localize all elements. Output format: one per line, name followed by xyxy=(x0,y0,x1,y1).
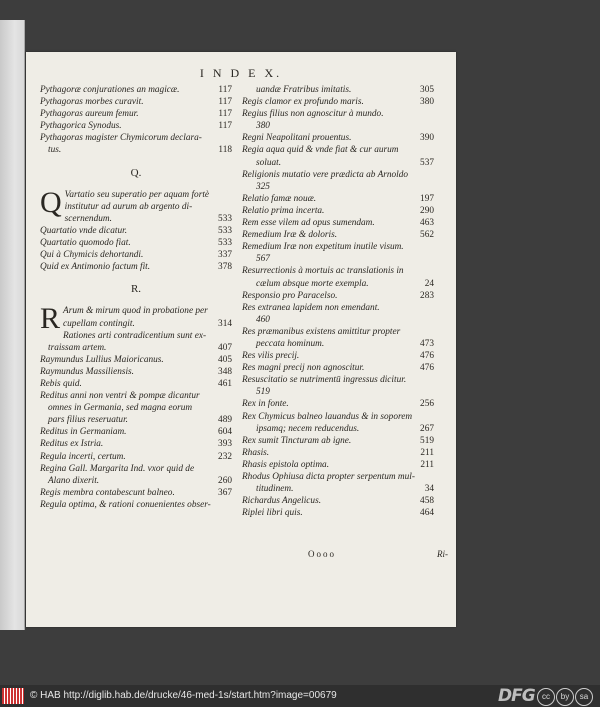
index-entry: Rex Chymicus balneo lauandus & in soporem xyxy=(242,411,413,422)
index-entry: Rem esse vilem ad opus sumendam. 463 xyxy=(242,218,434,229)
index-entry: scernendum. 533 xyxy=(64,213,232,224)
index-entry: 567 xyxy=(256,254,270,265)
index-entry: Rhodus Ophiusa dicta propter serpentum mul- xyxy=(242,472,415,482)
index-entry: Regula incerti, certum. 232 xyxy=(40,451,232,462)
index-entry: Regis clamor ex profundo maris. 380 xyxy=(242,97,434,108)
index-entry: cælum absque morte exempla. 24 xyxy=(256,278,434,289)
index-entry: soluat. 537 xyxy=(256,157,434,168)
index-entry: Pythagoras magister Chymicorum declara- xyxy=(40,133,202,144)
index-column-left xyxy=(40,84,232,511)
index-entry: Rationes arti contradicentium sunt ex- xyxy=(63,330,207,341)
index-entry: 380 xyxy=(256,121,270,132)
index-entry: pars filius reseruatur. 489 xyxy=(48,415,232,426)
index-entry: Richardus Angelicus. 458 xyxy=(242,496,434,507)
creative-commons-icon: cc xyxy=(537,688,555,706)
index-entry: uandæ Fratribus imitatis. 305 xyxy=(256,85,434,95)
index-entry: omnes in Germania, sed magna eorum xyxy=(48,403,193,414)
index-entry: Rhasis epistola optima. 211 xyxy=(242,459,434,470)
index-entry: Res magni precij non agnoscitur. 476 xyxy=(242,363,434,374)
index-entry: Resurrectionis à mortuis ac translationis in xyxy=(242,266,404,277)
index-entry: 519 xyxy=(256,387,270,398)
index-entry: Alano dixerit. 260 xyxy=(48,475,232,486)
index-entry: Rebis quid. 461 xyxy=(40,378,232,389)
index-entry: 325 xyxy=(256,181,270,192)
index-entry: peccata hominum. 473 xyxy=(256,338,434,349)
page-title: I N D E X. xyxy=(199,66,283,80)
section-q-block xyxy=(40,185,232,225)
index-entry: titudinem. 34 xyxy=(256,484,434,495)
index-entry: tus. 118 xyxy=(48,145,232,156)
index-entry: Regius filius non agnoscitur à mundo. xyxy=(242,109,384,120)
viewer-footer xyxy=(0,685,600,707)
section-heading-q: Q. xyxy=(130,166,142,179)
index-entry: Pythagoras aureum femur. 117 xyxy=(40,109,232,120)
color-strip-icon xyxy=(2,688,24,704)
dfg-logo: DFG xyxy=(498,686,535,706)
index-entry: cupellam contingit. 314 xyxy=(63,318,232,329)
signature-mark: Oooo xyxy=(308,549,336,559)
index-entry: traissam artem. 407 xyxy=(48,342,232,353)
index-entry: Res vilis precij. 476 xyxy=(242,351,434,362)
index-entry: Qui à Chymicis dehortandi. 337 xyxy=(40,250,232,261)
index-entry: Resuscitatio se nutrimentū ingressus dicitur. xyxy=(242,375,407,386)
drop-cap-q: Q xyxy=(40,185,62,219)
index-entry: Regis membra contabescunt balneo. 367 xyxy=(40,487,232,498)
section-heading-r: R. xyxy=(130,283,142,296)
index-entry: Rex in fonte. 256 xyxy=(242,399,434,410)
index-entry: ipsamq; necem reducendus. 267 xyxy=(256,423,434,434)
index-column-right xyxy=(242,84,434,519)
index-entry: institutur ad aurum ab argento di- xyxy=(64,201,193,212)
index-entry: Religionis mutatio vere prædicta ab Arnoldo xyxy=(242,169,409,180)
index-entry: Remedium Iræ & doloris. 562 xyxy=(242,230,434,241)
index-entry: Raymundus Lullius Maioricanus. 405 xyxy=(40,354,232,365)
index-entry: Relatio prima incerta. 290 xyxy=(242,205,434,216)
index-entry: Reditus ex Istria. 393 xyxy=(40,439,232,450)
index-entry: Pythagoræ conjurationes an magicæ. 117 xyxy=(40,85,232,95)
index-entry: Remedium Iræ non expetitum inutile visum. xyxy=(242,242,404,253)
index-entry: 460 xyxy=(256,314,270,325)
index-entry: Reditus in Germaniam. 604 xyxy=(40,427,232,438)
index-entry: Quid ex Antimonio factum fit. 378 xyxy=(40,262,232,273)
index-entry: Reditus anni non ventri & pompæ dicantur xyxy=(40,391,200,402)
index-entry: Regia aqua quid & vnde fiat & cur aurum xyxy=(242,145,399,156)
index-entry: Quartatio quomodo fiat. 533 xyxy=(40,238,232,249)
drop-cap-r: R xyxy=(40,302,61,336)
index-entry: Regina Gall. Margarita Ind. vxor quid de xyxy=(40,463,195,474)
index-entry: Res extranea lapidem non emendant. xyxy=(242,302,380,313)
index-entry: Pythagoras morbes curavit. 117 xyxy=(40,97,232,108)
share-alike-icon: sa xyxy=(575,688,593,706)
index-entry: Riplei libri quis. 464 xyxy=(242,508,434,519)
index-entry: Rex sumit Tincturam ab igne. 519 xyxy=(242,435,434,446)
index-entry: Rhasis. 211 xyxy=(242,447,434,458)
attribution-icon: by xyxy=(556,688,574,706)
index-entry: Raymundus Massiliensis. 348 xyxy=(40,366,232,377)
index-entry: Res præmanibus existens amittitur propter xyxy=(242,326,401,337)
index-entry: Arum & mirum quod in probatione per xyxy=(63,306,208,317)
index-entry: Regni Neapolitani prouentus. 390 xyxy=(242,133,434,144)
source-credit: © HAB http://diglib.hab.de/drucke/46-med-1s/start.htm?image=00679 xyxy=(30,690,337,701)
index-page xyxy=(26,52,456,627)
index-entry: Responsio pro Paracelso. 283 xyxy=(242,290,434,301)
index-entry: Pythagorica Synodus. 117 xyxy=(40,121,232,132)
index-entry: Vartatio seu superatio per aquam fortè xyxy=(64,189,210,200)
index-entry: Relatio famæ nouæ. 197 xyxy=(242,193,434,204)
index-entry: Quartatio vnde dicatur. 533 xyxy=(40,225,232,236)
index-entry: Regula optima, & rationi conuenientes obser- xyxy=(40,499,211,510)
previous-page-edge xyxy=(0,20,25,630)
catchword: Ri- xyxy=(437,549,448,559)
